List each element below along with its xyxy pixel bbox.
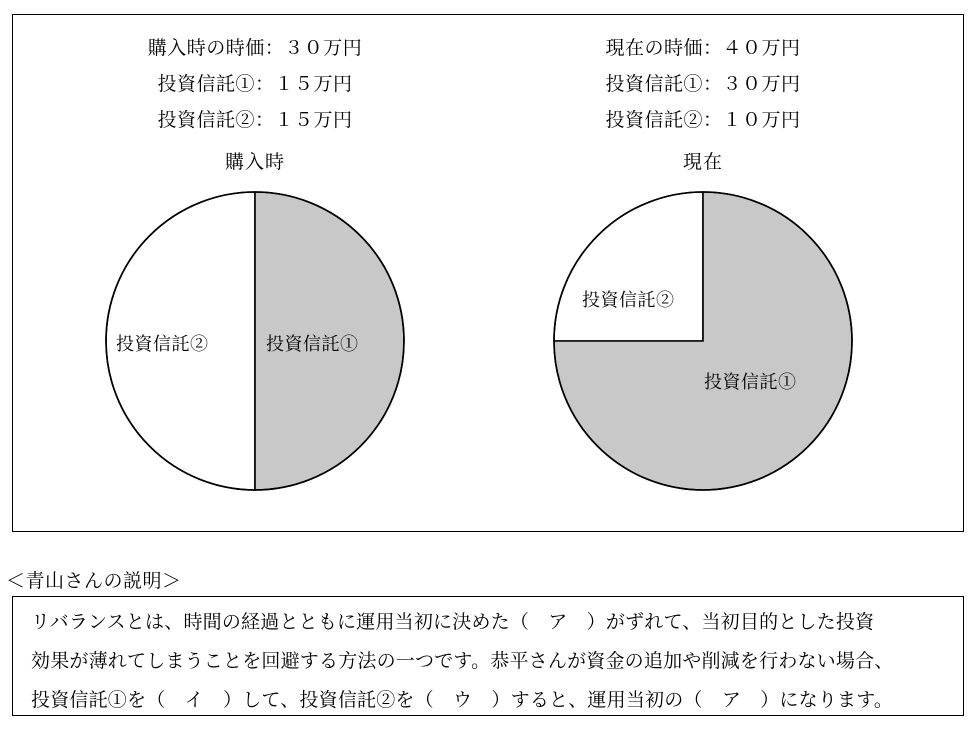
- legend-line: 投資信託①：１５万円: [157, 74, 353, 95]
- legend-line: 投資信託②：１０万円: [605, 110, 801, 131]
- chart-panel: [12, 14, 964, 532]
- current-chart-title: 現在: [682, 152, 723, 173]
- explanation-line: 投資信託①を（ イ ）して、投資信託②を（ ウ ）すると、運用当初の（ ア ）になります。: [31, 690, 894, 711]
- explanation-line: リバランスとは、時間の経過とともに運用当初に決めた（ ア ）がずれて、当初目的とした投資: [31, 612, 875, 633]
- legend-line: 投資信託②：１５万円: [157, 110, 353, 131]
- pie-slice-fund2: [554, 192, 703, 341]
- pie-label-fund2: 投資信託②: [116, 334, 209, 354]
- purchase-time-column: [35, 15, 475, 531]
- current-legend: [483, 15, 923, 130]
- pie-label-fund1: 投資信託①: [266, 334, 359, 354]
- purchase-legend: [35, 15, 475, 130]
- pie-label-fund1: 投資信託①: [704, 372, 797, 392]
- legend-line: 現在の時価：４０万円: [605, 38, 801, 59]
- current-time-column: [483, 15, 923, 531]
- purchase-pie-chart: [104, 190, 406, 492]
- current-pie-chart: [552, 190, 854, 492]
- explanation-heading: ＜青山さんの説明＞: [6, 571, 182, 592]
- explanation-box: [12, 596, 964, 716]
- explanation-line: 効果が薄れてしまうことを回避する方法の一つです。恭平さんが資金の追加や削減を行わない場合、: [31, 651, 894, 672]
- pie-label-fund2: 投資信託②: [582, 290, 675, 310]
- current-pie-svg: [552, 190, 854, 492]
- purchase-chart-title: 購入時: [224, 152, 285, 173]
- legend-line: 投資信託①：３０万円: [605, 74, 801, 95]
- legend-line: 購入時の時価：３０万円: [147, 38, 363, 59]
